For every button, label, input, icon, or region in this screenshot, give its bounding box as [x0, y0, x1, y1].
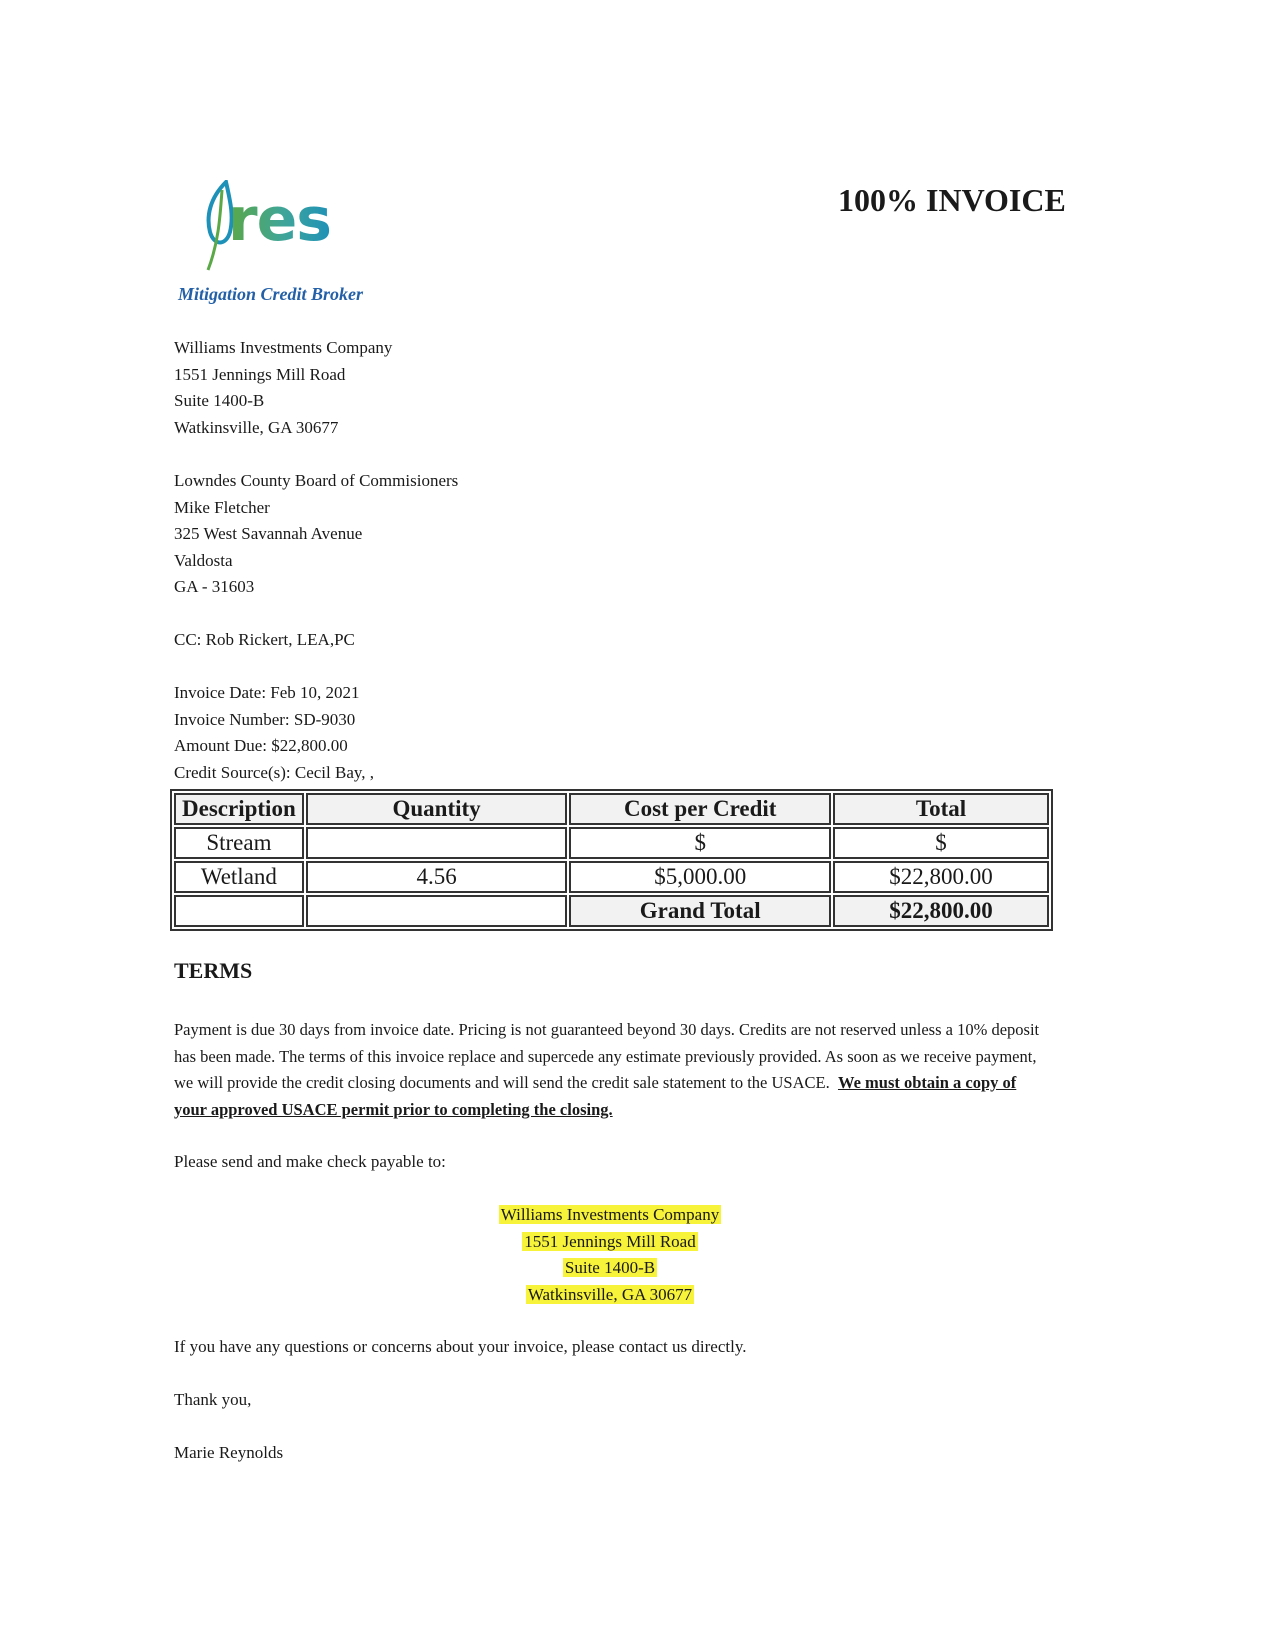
grand-total-value: $22,800.00 [833, 895, 1049, 927]
grand-total-row [174, 895, 1049, 927]
address-line: Watkinsville, GA 30677 [174, 417, 339, 437]
address-line: 1551 Jennings Mill Road [174, 364, 346, 384]
table-cell: $ [833, 827, 1049, 859]
payable-line: 1551 Jennings Mill Road [524, 1231, 696, 1251]
address-line: 325 West Savannah Avenue [174, 524, 363, 543]
table-cell [306, 895, 568, 927]
grand-total-label: Grand Total [569, 895, 831, 927]
address-line: Suite 1400-B [174, 391, 265, 410]
cc-line: CC: Rob Rickert, LEA,PC [174, 630, 355, 649]
invoice-number: Invoice Number: SD-9030 [174, 709, 356, 729]
address-line: Lowndes County Board of Commisioners [174, 471, 459, 490]
table-row [174, 861, 1049, 893]
table-cell: Wetland [174, 861, 304, 893]
column-header: Description [174, 793, 304, 825]
table-cell: $ [569, 827, 831, 859]
address-line: Valdosta [174, 550, 233, 570]
logo-tagline: Mitigation Credit Broker [178, 284, 364, 304]
logo-wordmark: res [228, 185, 331, 255]
payable-line: Suite 1400-B [564, 1258, 656, 1277]
table-cell [174, 895, 304, 927]
recipient-address [174, 468, 458, 601]
signature-name: Marie Reynolds [174, 1443, 284, 1462]
invoice-title: 100% INVOICE [838, 182, 1066, 218]
column-header: Total [833, 793, 1049, 825]
table-cell: Stream [174, 827, 304, 859]
invoice-date: Invoice Date: Feb 10, 2021 [174, 683, 360, 702]
credit-source: Credit Source(s): Cecil Bay, , [174, 762, 375, 782]
closing-line: Thank you, [174, 1390, 252, 1409]
terms-text: Payment is due 30 days from invoice date. Pricing is not guaranteed beyond 30 days. Credits are not reserved unless a 10% deposit has been made. The terms of this invoice replace and supercede any estimate previously provided. As soon as we receive payment, we will provide the credit closing documents and will send the credit sale statement to the USACE. [174, 1020, 1040, 1092]
invoice-table [170, 789, 1053, 931]
table-cell: $22,800.00 [833, 861, 1049, 893]
invoice-details [174, 680, 374, 786]
terms-heading: TERMS [174, 958, 253, 983]
amount-due: Amount Due: $22,800.00 [174, 736, 348, 755]
res-logo [178, 180, 408, 310]
payable-line: Watkinsville, GA 30677 [527, 1284, 693, 1304]
address-line: GA - 31603 [174, 577, 255, 596]
address-line: Mike Fletcher [174, 497, 270, 517]
sender-address [174, 335, 392, 441]
table-cell [306, 827, 568, 859]
table-cell: $5,000.00 [569, 861, 831, 893]
table-header-row [174, 793, 1049, 825]
column-header: Quantity [306, 793, 568, 825]
terms-body [174, 1017, 1044, 1123]
address-line: Williams Investments Company [174, 338, 393, 357]
payable-line: Williams Investments Company [500, 1205, 720, 1224]
table-cell: 4.56 [306, 861, 568, 893]
table-row [174, 827, 1049, 859]
terms-emphasis: We must obtain a copy of your approved USACE permit prior to completing the closing. [174, 1073, 1017, 1119]
payable-intro: Please send and make check payable to: [174, 1152, 446, 1171]
questions-note: If you have any questions or concerns about your invoice, please contact us directly. [174, 1337, 747, 1356]
column-header: Cost per Credit [569, 793, 831, 825]
payable-address [0, 1202, 1220, 1308]
